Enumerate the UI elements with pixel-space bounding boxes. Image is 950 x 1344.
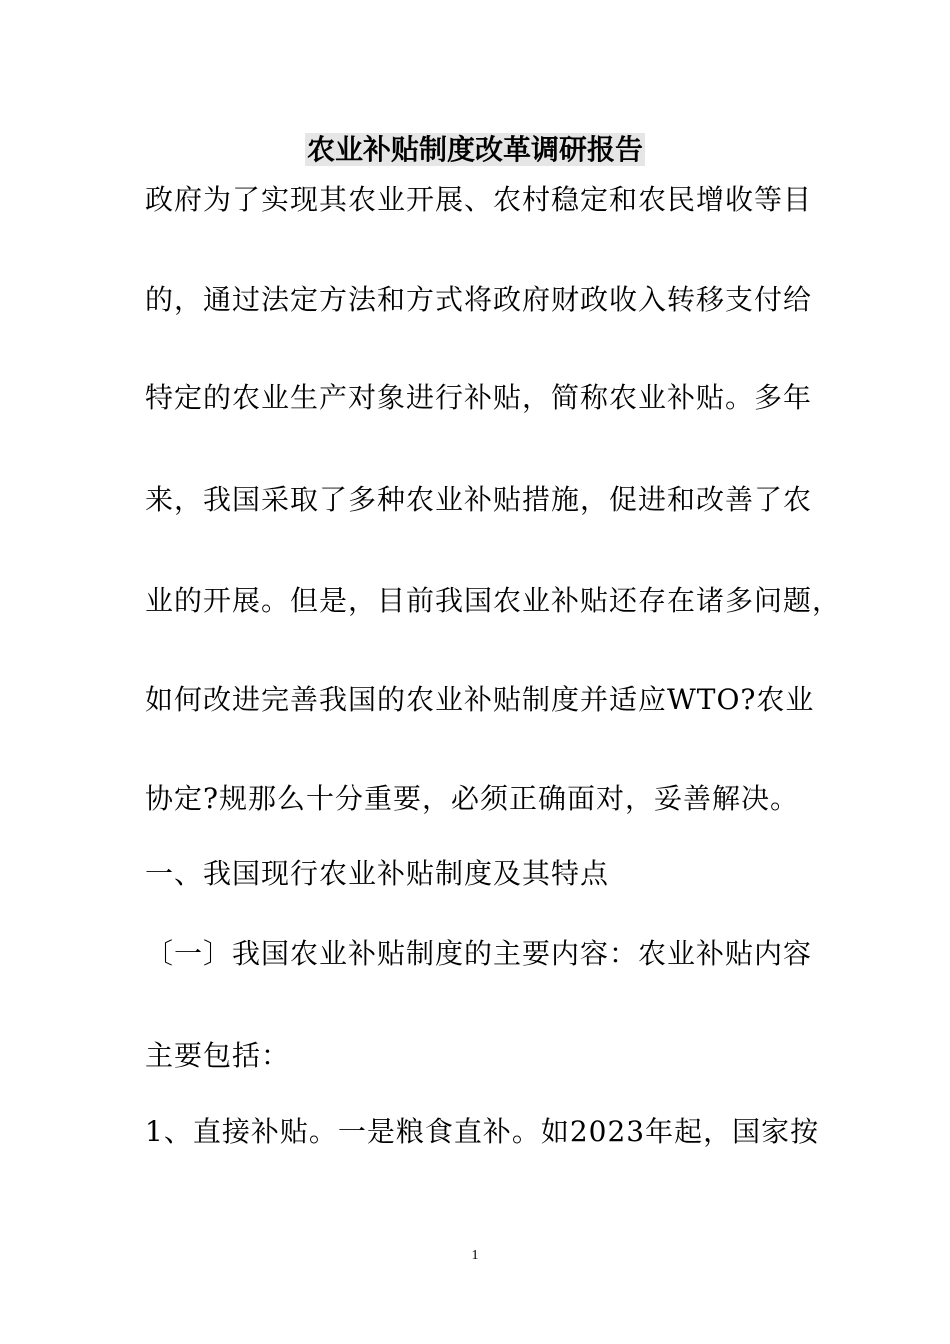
page-number: 1 <box>471 1248 479 1263</box>
subsection-line-1: 〔一〕我国农业补贴制度的主要内容：农业补贴内容 <box>145 937 813 970</box>
paragraph-line-1: 政府为了实现其农业开展、农村稳定和农民增收等目 <box>145 183 813 216</box>
paragraph-line-2: 的，通过法定方法和方式将政府财政收入转移支付给 <box>145 283 813 316</box>
paragraph-line-7: 协定?规那么十分重要，必须正确面对，妥善解决。 <box>145 782 800 815</box>
subsection-line-2: 主要包括： <box>145 1039 291 1072</box>
paragraph-line-4: 来，我国采取了多种农业补贴措施，促进和改善了农 <box>145 483 813 516</box>
paragraph-line-3: 特定的农业生产对象进行补贴，简称农业补贴。多年 <box>145 381 813 414</box>
paragraph-line-6: 如何改进完善我国的农业补贴制度并适应WTO?农业 <box>145 683 815 716</box>
paragraph-line-5: 业的开展。但是，目前我国农业补贴还存在诸多问题， <box>145 584 842 617</box>
section-heading: 一、我国现行农业补贴制度及其特点 <box>145 857 610 890</box>
document-title: 农业补贴制度改革调研报告 <box>306 133 643 166</box>
list-item-line-1: 1、直接补贴。一是粮食直补。如2023年起，国家按 <box>145 1115 820 1148</box>
